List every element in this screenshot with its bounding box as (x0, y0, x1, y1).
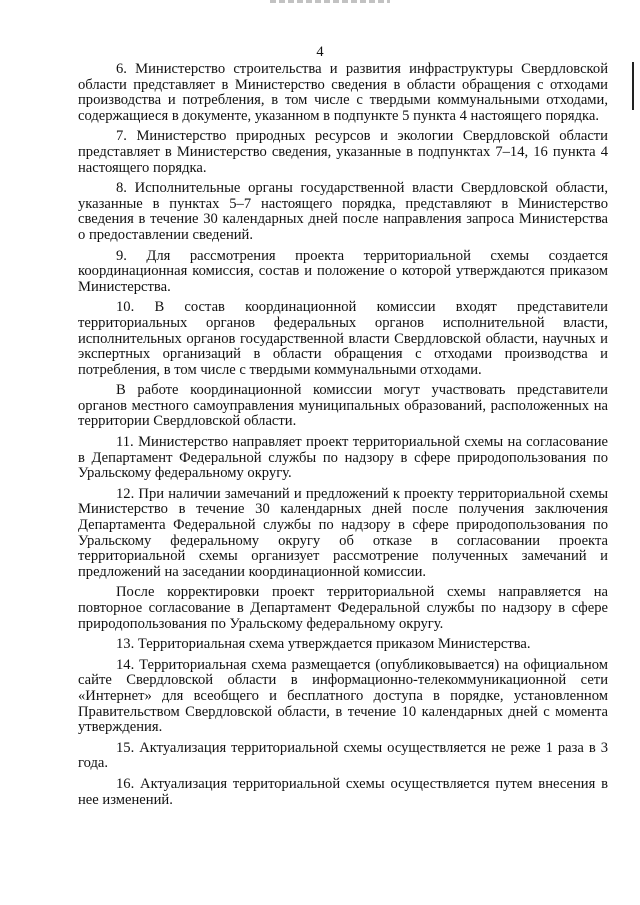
paragraph-10-continuation: В работе координационной комиссии могут участвовать представители органов местного самоуправления муниципальных образований, расположенных на территории Свердловской области. (78, 382, 608, 430)
paragraph-7: 7. Министерство природных ресурсов и экологии Свердловской области представляет в Министерство сведения, указанные в подпунктах 7–14, 16 пункта 4 настоящего порядка. (78, 128, 608, 176)
paragraph-6: 6. Министерство строительства и развития инфраструктуры Свердловской области представляет в Министерство сведения в области обращения с отходами производства и потребления, в том числе с твердыми коммунальными отходами, содержащиеся в документе, указанном в подпункте 5 пункта 4 настоящего порядка. (78, 61, 608, 124)
document-body (78, 62, 608, 808)
paragraph-12: 12. При наличии замечаний и предложений к проекту территориальной схемы Министерство в течение 30 календарных дней после получения заключения Департамента Федеральной службы по надзору в сфере природопользования по Уральскому федеральному округу об отказе в согласовании проекта территориальной схемы организует рассмотрение полученных замечаний и предложений на заседании координационной комиссии. (78, 485, 608, 580)
paragraph-9: 9. Для рассмотрения проекта территориальной схемы создается координационная комиссия, состав и положение о которой утверждаются приказом Министерства. (78, 247, 608, 295)
paragraph-15: 15. Актуализация территориальной схемы осуществляется не реже 1 раза в 3 года. (78, 739, 608, 772)
paragraph-8: 8. Исполнительные органы государственной власти Свердловской области, указанные в пунктах 5–7 настоящего порядка, представляют в Министерство сведения в течение 30 календарных дней после направления запроса Министерства о предоставлении сведений. (78, 180, 608, 243)
page-number: 4 (316, 44, 324, 60)
paragraph-16: 16. Актуализация территориальной схемы осуществляется путем внесения в нее изменений. (78, 775, 608, 808)
paragraph-11: 11. Министерство направляет проект территориальной схемы на согласование в Департамент Федеральной службы по надзору в сфере природопользования по Уральскому федеральному округу. (78, 434, 608, 482)
paragraph-12-continuation: После корректировки проект территориальной схемы направляется на повторное согласование в Департамент Федеральной службы по надзору в сфере природопользования по Уральскому федеральному округу. (78, 584, 608, 632)
paragraph-13: 13. Территориальная схема утверждается приказом Министерства. (116, 636, 531, 653)
paragraph-14: 14. Территориальная схема размещается (опубликовывается) на официальном сайте Свердловской области в информационно-телекоммуникационной сети «Интернет» для всеобщего и бесплатного доступа в порядке, установленном Правительством Свердловской области, в течение 10 календарных дней с момента утверждения. (78, 656, 608, 736)
scan-artifact-edge (632, 62, 634, 110)
paragraph-10: 10. В состав координационной комиссии входят представители территориальных органов федеральных органов исполнительной власти, исполнительных органов государственной власти Свердловской области, научных и экспертных организаций в области обращения с отходами производства и потребления, в том числе с твердыми коммунальными отходами. (78, 299, 608, 378)
scan-artifact-top (270, 0, 390, 3)
